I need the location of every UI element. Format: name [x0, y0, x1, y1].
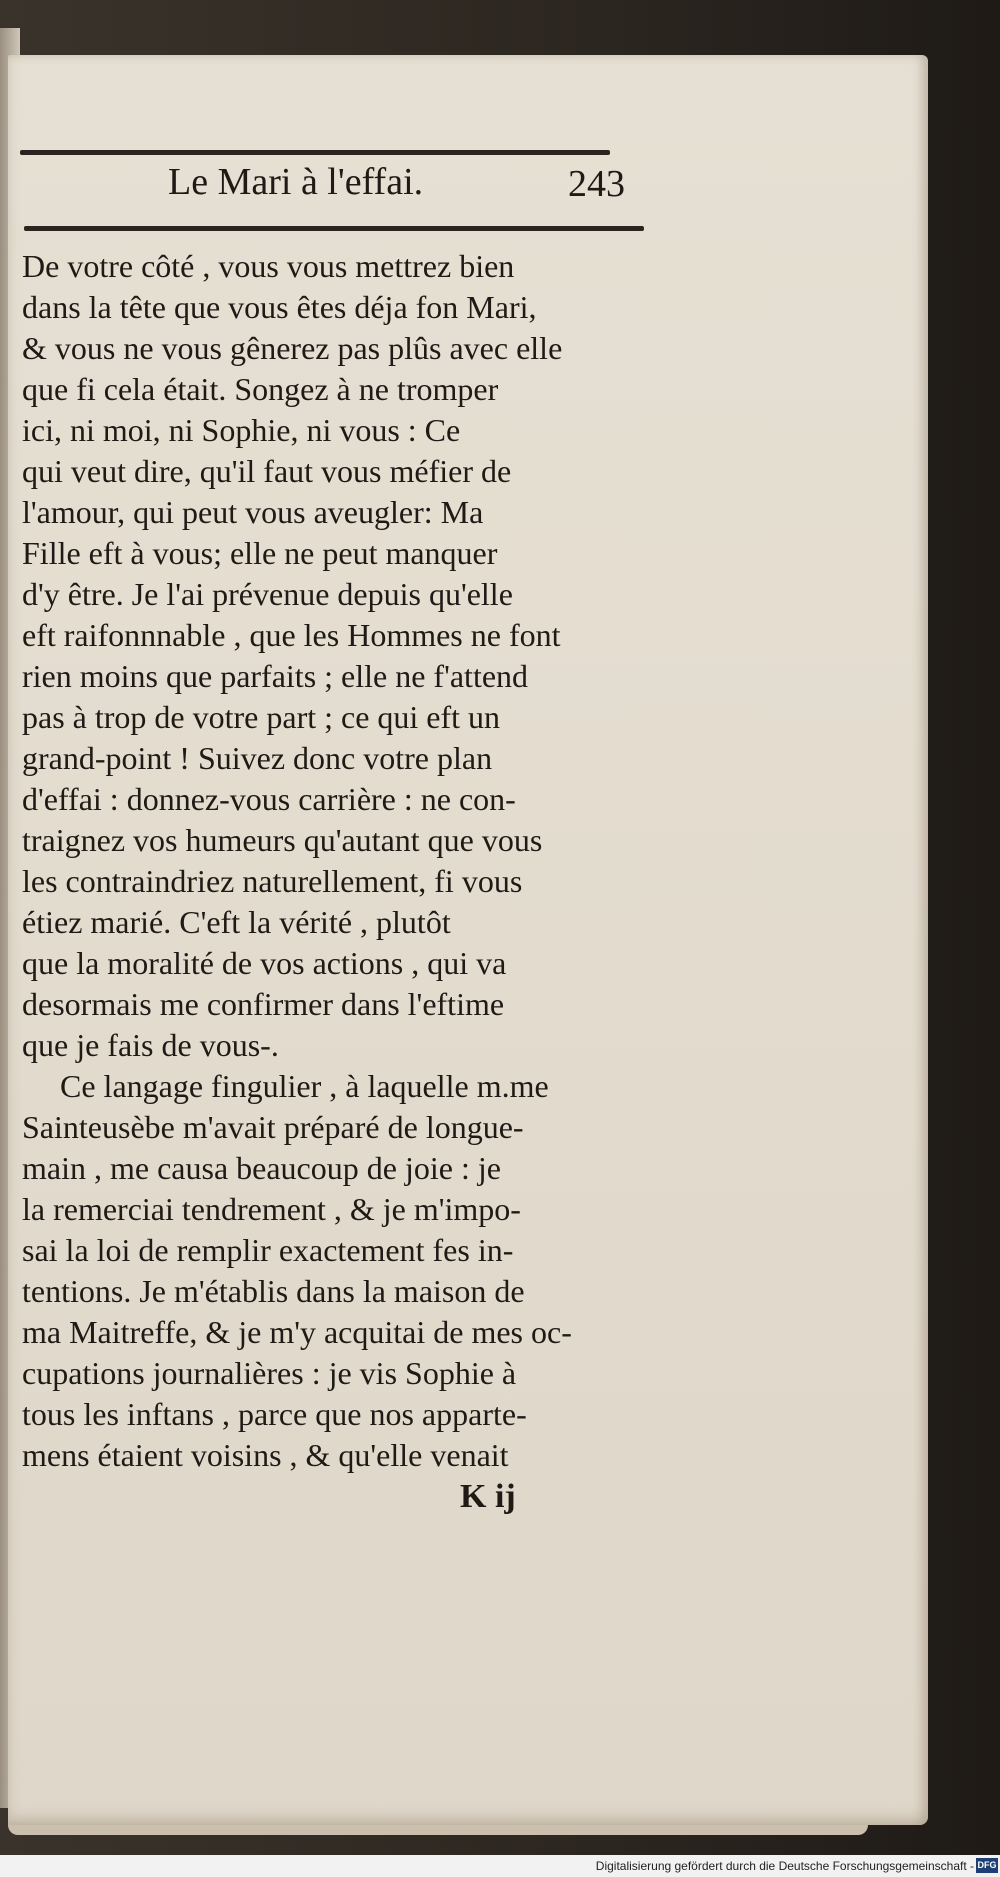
text-line: ici, ni moi, ni Sophie, ni vous : Ce [22, 412, 461, 448]
text-line: tous les inftans , parce que nos apparte- [22, 1396, 527, 1432]
text-line: pas à trop de votre part ; ce qui eft un [22, 699, 501, 735]
text-line: que la moralité de vos actions , qui va [22, 945, 507, 981]
text-line: rien moins que parfaits ; elle ne f'attend [22, 658, 529, 694]
dfg-logo: DFG [976, 1858, 998, 1873]
signature-mark: K ij [460, 1478, 516, 1515]
text-line: dans la tête que vous êtes déja fon Mari, [22, 289, 537, 325]
text-line: Sainteusèbe m'avait préparé de longue- [22, 1109, 524, 1145]
text-line: traignez vos humeurs qu'autant que vous [22, 822, 543, 858]
text-line-paragraph-start: Ce langage fingulier , à laquelle m.me [60, 1068, 549, 1104]
text-line: d'y être. Je l'ai prévenue depuis qu'elle [22, 576, 513, 612]
text-line: mens étaient voisins , & qu'elle venait [22, 1437, 509, 1473]
text-line: d'effai : donnez-vous carrière : ne con- [22, 781, 516, 817]
digitization-credit: Digitalisierung gefördert durch die Deutsche Forschungsgemeinschaft - [595, 1859, 974, 1873]
text-line: que fi cela était. Songez à ne tromper [22, 371, 499, 407]
text-line: & vous ne vous gênerez pas plûs avec elle [22, 330, 563, 366]
text-line: sai la loi de remplir exactement fes in- [22, 1232, 514, 1268]
text-line: tentions. Je m'établis dans la maison de [22, 1273, 525, 1309]
text-line: main , me causa beaucoup de joie : je [22, 1150, 501, 1186]
running-head-title: Le Mari à l'effai. [168, 161, 424, 203]
text-line: De votre côté , vous vous mettrez bien [22, 248, 515, 284]
text-line: desormais me confirmer dans l'eftime [22, 986, 505, 1022]
text-line: l'amour, qui peut vous aveugler: Ma [22, 494, 484, 530]
header-rule-top [20, 150, 610, 155]
text-line: Fille eft à vous; elle ne peut manquer [22, 535, 498, 571]
text-line: que je fais de vous-. [22, 1027, 279, 1063]
header-rule-bottom [24, 226, 644, 231]
text-line: étiez marié. C'eft la vérité , plutôt [22, 904, 451, 940]
text-line: ma Maitreffe, & je m'y acquitai de mes oc- [22, 1314, 572, 1350]
text-line: les contraindriez naturellement, fi vous [22, 863, 523, 899]
text-line: qui veut dire, qu'il faut vous méfier de [22, 453, 512, 489]
text-line: cupations journalières : je vis Sophie à [22, 1355, 517, 1391]
body-text [22, 246, 652, 1476]
page-number: 243 [568, 163, 625, 205]
text-line: eft raifonnnable , que les Hommes ne font [22, 617, 561, 653]
running-head [168, 160, 668, 216]
text-line: grand-point ! Suivez donc votre plan [22, 740, 493, 776]
text-line: la remerciai tendrement , & je m'impo- [22, 1191, 521, 1227]
